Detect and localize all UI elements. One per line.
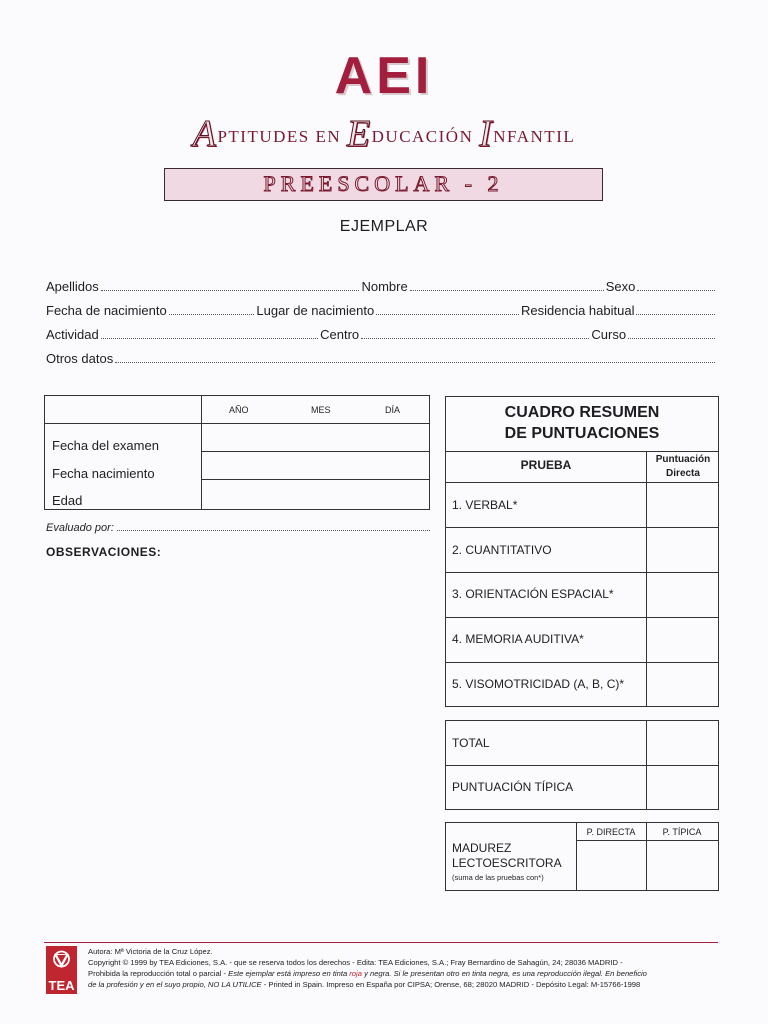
date-table-rule	[45, 423, 429, 424]
subtitle-word-2: DUCACIÓN	[371, 127, 474, 146]
totals-rule	[446, 765, 718, 766]
footer-line-3a: Prohibida la reproducción total o parcial -	[88, 969, 229, 978]
subtitle-initial-a: A	[192, 113, 218, 155]
footer-line-3b: Este ejemplar está impreso en tinta	[228, 969, 350, 978]
lugar-nacimiento-label: Lugar de nacimiento	[256, 303, 375, 318]
date-table	[44, 395, 430, 510]
footer-line-4b: - Printed in Spain. Impreso en España por CIPSA; Orense, 68; 28020 MADRID - Depósito Legal: M-15766-1998	[261, 980, 641, 989]
row-edad: Edad	[52, 493, 83, 508]
footer-rule	[44, 942, 718, 943]
sexo-field[interactable]	[637, 290, 715, 291]
madurez-rule	[576, 840, 718, 841]
otros-datos-field[interactable]	[115, 362, 715, 363]
evaluado-field[interactable]	[117, 522, 430, 531]
date-table-rule	[201, 479, 429, 480]
test-row-cuantitativo: 2. CUANTITATIVO	[452, 543, 552, 557]
test-row-verbal: 1. VERBAL*	[452, 498, 518, 512]
personal-row-1	[46, 274, 717, 294]
summary-rule	[446, 662, 718, 663]
madurez-label-line2: LECTOESCRITORA	[452, 856, 562, 870]
score-summary-table	[445, 396, 719, 707]
madurez-table	[445, 822, 719, 891]
row-fecha-examen: Fecha del examen	[52, 438, 159, 453]
summary-rule	[446, 527, 718, 528]
evaluado-row	[46, 522, 430, 534]
lugar-nacimiento-field[interactable]	[376, 314, 519, 315]
actividad-field[interactable]	[101, 338, 318, 339]
madurez-label	[452, 841, 562, 871]
summary-title-line1: CUADRO RESUMEN	[504, 404, 660, 421]
nombre-label: Nombre	[361, 279, 408, 294]
personal-row-3	[46, 322, 717, 342]
subtitle-word-3: NFANTIL	[493, 127, 576, 146]
centro-label: Centro	[320, 327, 360, 342]
footer-credits	[88, 946, 720, 990]
footer-line-3c: y negra. Si le presentan otro en tinta negra, es una reproducción ilegal. En beneficio	[361, 969, 647, 978]
apellidos-label: Apellidos	[46, 279, 99, 294]
test-row-memoria: 4. MEMORIA AUDITIVA*	[452, 632, 584, 646]
summary-rule	[446, 482, 718, 483]
subtitle-initial-e: E	[346, 113, 372, 155]
otros-datos-label: Otros datos	[46, 351, 114, 366]
col-header-mes: MES	[311, 405, 331, 415]
footer-line-2: Copyright © 1999 by TEA Ediciones, S.A. - que se reserva todos los derechos - Edita: TEA Ediciones, S.A.; Fray Bernardino de Sahagún, 24; 28036 MADRID -	[88, 958, 623, 967]
residencia-field[interactable]	[636, 314, 715, 315]
test-title: AEI	[334, 47, 434, 105]
curso-field[interactable]	[628, 338, 715, 339]
col-header-dia: DÍA	[385, 405, 401, 415]
personal-row-2	[46, 298, 717, 318]
footer-line-1: Autora: Mª Victoria de la Cruz López.	[88, 947, 213, 956]
curso-label: Curso	[591, 327, 627, 342]
footer-line-4a: de la profesión y en el suyo propio, NO LA UTILICE	[88, 980, 262, 989]
col-header-directa-line1: Puntuación	[655, 454, 711, 465]
row-fecha-nacimiento: Fecha nacimiento	[52, 466, 155, 481]
tea-logo-icon	[46, 946, 77, 994]
centro-field[interactable]	[361, 338, 589, 339]
residencia-label: Residencia habitual	[521, 303, 635, 318]
sexo-label: Sexo	[605, 279, 636, 294]
footer-red-word: roja	[349, 969, 362, 978]
logo-text: TEA	[48, 978, 75, 993]
subtitle-initial-i: I	[479, 113, 494, 155]
summary-rule	[446, 617, 718, 618]
actividad-label: Actividad	[46, 327, 99, 342]
summary-rule	[446, 451, 718, 452]
col-header-directa	[646, 453, 720, 481]
personal-row-4	[46, 346, 717, 366]
summary-title-line2: DE PUNTUACIONES	[504, 425, 660, 442]
totals-table	[445, 720, 719, 810]
level-banner: PREESCOLAR - 2	[164, 168, 603, 201]
madurez-note: (suma de las pruebas con*)	[452, 873, 544, 882]
fecha-nacimiento-field[interactable]	[169, 314, 255, 315]
copy-label: EJEMPLAR	[339, 218, 429, 235]
summary-rule	[446, 572, 718, 573]
col-header-p-directa: P. DIRECTA	[586, 827, 636, 837]
footer-line-3	[88, 968, 720, 979]
test-subtitle	[0, 112, 768, 156]
nombre-field[interactable]	[410, 290, 604, 291]
footer-line-4	[88, 979, 720, 990]
col-header-directa-line2: Directa	[666, 468, 700, 479]
test-row-visomotricidad: 5. VISOMOTRICIDAD (A, B, C)*	[452, 677, 625, 691]
evaluado-label: Evaluado por:	[46, 522, 114, 534]
date-table-rule	[201, 451, 429, 452]
apellidos-field[interactable]	[101, 290, 360, 291]
totals-divider	[646, 721, 647, 809]
date-table-divider	[201, 396, 202, 509]
test-row-orientacion: 3. ORIENTACIÓN ESPACIAL*	[452, 587, 614, 601]
summary-divider	[646, 451, 647, 706]
col-header-p-tipica: P. TÍPICA	[662, 827, 702, 837]
total-label: TOTAL	[452, 736, 490, 750]
fecha-nacimiento-label: Fecha de nacimiento	[46, 303, 167, 318]
col-header-ano: AÑO	[229, 405, 249, 415]
subtitle-word-1: PTITUDES EN	[217, 127, 342, 146]
madurez-label-line1: MADUREZ	[452, 841, 512, 855]
puntuacion-tipica-label: PUNTUACIÓN TÍPICA	[452, 780, 574, 794]
summary-title	[446, 402, 718, 444]
col-header-prueba: PRUEBA	[520, 458, 572, 472]
observaciones-label: OBSERVACIONES:	[46, 545, 162, 559]
